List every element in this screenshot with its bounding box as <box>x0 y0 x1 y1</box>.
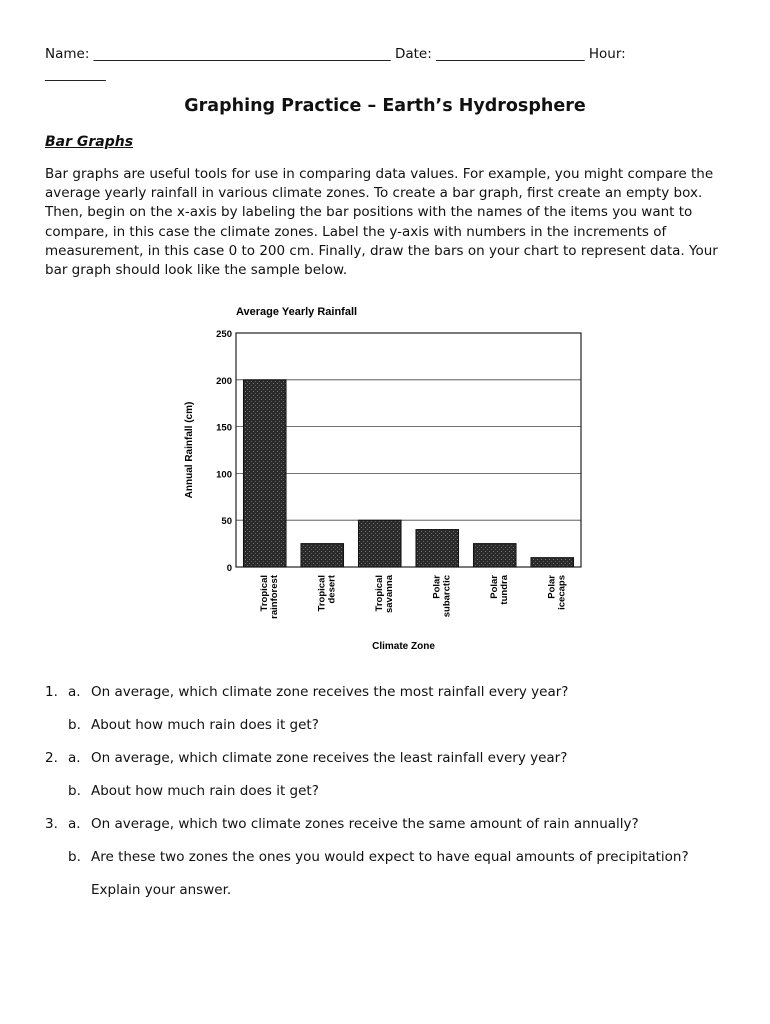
category-label-line: rainforest <box>268 575 280 619</box>
y-tick-label: 150 <box>216 422 232 434</box>
x-axis-label: Climate Zone <box>372 641 435 652</box>
question-text: Explain your answer. <box>91 882 232 898</box>
category-label <box>259 574 280 619</box>
y-tick-label: 100 <box>216 469 232 481</box>
category-label-line: desert <box>326 575 338 604</box>
bar-4 <box>473 544 516 567</box>
bar-2 <box>358 520 401 567</box>
category-label-line: tundra <box>498 575 510 605</box>
category-label <box>374 574 395 613</box>
category-label-line: Tropical <box>316 575 328 612</box>
y-tick-label: 50 <box>221 516 232 528</box>
bar-0 <box>243 380 286 567</box>
category-label-line: Polar <box>488 575 500 599</box>
bar-chart <box>172 290 592 660</box>
bar-5 <box>531 558 574 567</box>
category-label-line: Polar <box>546 575 558 599</box>
chart-title: Average Yearly Rainfall <box>236 306 358 318</box>
category-label <box>431 575 452 618</box>
question-text: About how much rain does it get? <box>91 783 319 799</box>
category-label-line: Tropical <box>373 575 385 612</box>
category-label-line: Polar <box>431 575 443 599</box>
page-title: Graphing Practice – Earth’s Hydrosphere <box>184 96 586 116</box>
y-tick-label: 200 <box>216 375 232 387</box>
question-sub-letter: a. <box>68 750 81 766</box>
category-label <box>546 575 567 610</box>
name-date-hour-line: Name: ____________________________________________ Date: ______________________ Hour: <box>45 46 626 62</box>
category-label-line: savanna <box>383 575 395 614</box>
question-text: About how much rain does it get? <box>91 717 319 733</box>
intro-paragraph: Bar graphs are useful tools for use in comparing data values. For example, you might compare the average yearly rainfall in various climate zones. To create a bar graph, first create an empty box. Then, begin on the x-axis by labeling the bar positions with the names of the items you want to compare, in this case the climate zones. Label the y-axis with numbers in the increments of measurement, in this case 0 to 200 cm. Finally, draw the bars on your chart to represent data. Your bar graph should look like the sample below. <box>45 166 718 279</box>
question-number: 3. <box>45 816 58 832</box>
question-sub-letter: b. <box>68 717 81 733</box>
bar-3 <box>416 530 459 567</box>
bar-1 <box>301 544 344 567</box>
y-axis-label: Annual Rainfall (cm) <box>184 401 195 499</box>
question-text: Are these two zones the ones you would expect to have equal amounts of precipitation? <box>91 849 689 865</box>
category-label-line: Tropical <box>258 575 270 612</box>
question-text: On average, which climate zone receives the least rainfall every year? <box>91 750 568 766</box>
y-tick-label: 250 <box>216 329 232 340</box>
question-number: 1. <box>45 684 58 700</box>
question-sub-letter: a. <box>68 684 81 700</box>
hour-blank-line: _________ <box>45 66 106 82</box>
question-text: On average, which climate zone receives the most rainfall every year? <box>91 684 569 700</box>
category-label <box>316 574 337 611</box>
question-sub-letter: a. <box>68 816 81 832</box>
question-sub-letter: b. <box>68 783 81 799</box>
y-tick-label: 0 <box>226 563 232 574</box>
category-label-line: subarctic <box>441 575 453 618</box>
question-sub-letter: b. <box>68 849 81 865</box>
question-text: On average, which two climate zones receive the same amount of rain annually? <box>91 816 639 832</box>
question-number: 2. <box>45 750 58 766</box>
bar-chart-svg <box>172 290 592 660</box>
plot-frame <box>236 333 581 567</box>
category-label-line: icecaps <box>556 575 568 610</box>
section-heading: Bar Graphs <box>45 134 134 150</box>
category-label <box>489 574 510 604</box>
